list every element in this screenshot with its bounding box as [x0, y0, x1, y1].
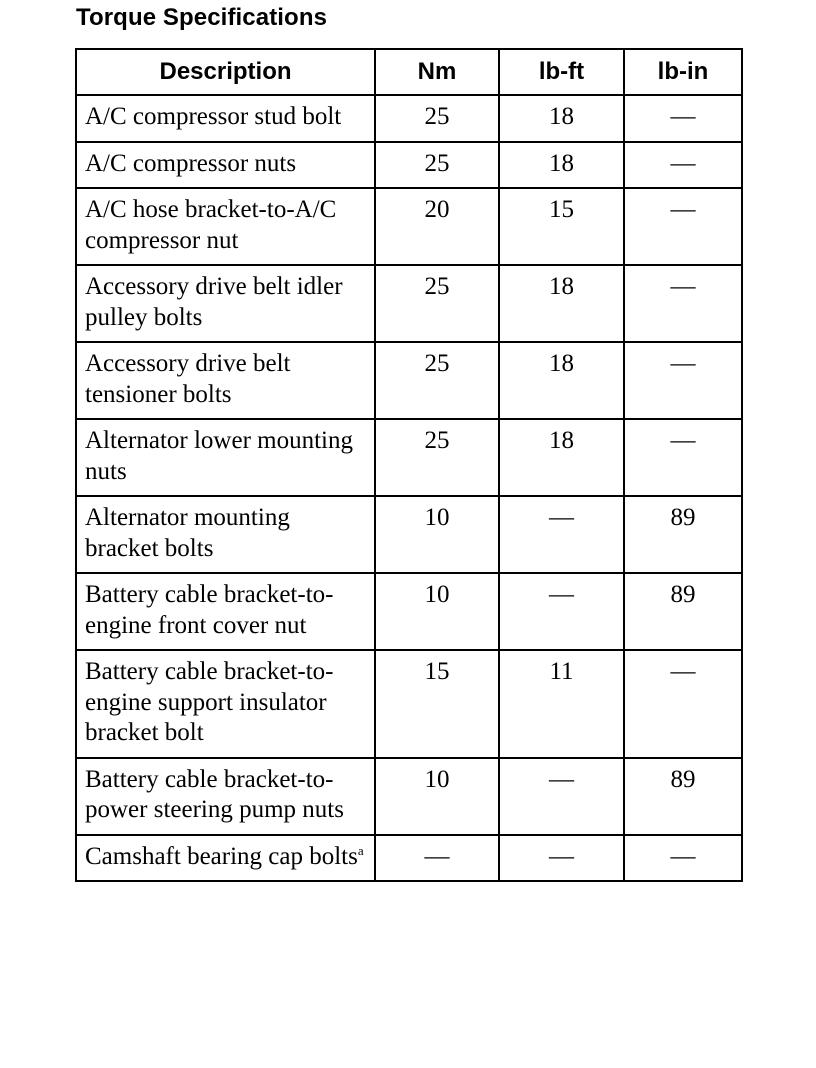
cell-nm: 20	[375, 188, 499, 265]
table-body	[76, 95, 742, 881]
cell-lb-ft: 11	[499, 650, 624, 758]
cell-lb-in: 89	[624, 758, 742, 835]
cell-description	[76, 188, 375, 265]
cell-lb-ft: 18	[499, 342, 624, 419]
cell-nm: 10	[375, 758, 499, 835]
table-row	[76, 142, 742, 189]
cell-nm: 10	[375, 573, 499, 650]
cell-nm: 25	[375, 95, 499, 142]
cell-nm: 25	[375, 265, 499, 342]
cell-description	[76, 95, 375, 142]
cell-lb-in: 89	[624, 573, 742, 650]
cell-description	[76, 573, 375, 650]
column-header-lb-in: lb-in	[624, 49, 742, 95]
cell-description	[76, 758, 375, 835]
description-text: Accessory drive belt idler pulley bolts	[85, 273, 343, 331]
cell-lb-in: —	[624, 419, 742, 496]
description-text: Accessory drive belt tensioner bolts	[85, 350, 291, 408]
page-title: Torque Specifications	[76, 4, 328, 31]
description-text: Battery cable bracket-to-engine front cover nut	[85, 581, 334, 639]
cell-lb-ft: —	[499, 573, 624, 650]
cell-lb-ft: —	[499, 758, 624, 835]
cell-lb-ft: 15	[499, 188, 624, 265]
cell-lb-ft: —	[499, 496, 624, 573]
cell-lb-ft: 18	[499, 142, 624, 189]
cell-lb-in: —	[624, 650, 742, 758]
cell-lb-in: —	[624, 265, 742, 342]
description-text: Battery cable bracket-to-engine support insulator bracket bolt	[85, 658, 334, 746]
cell-lb-in: —	[624, 188, 742, 265]
cell-description	[76, 650, 375, 758]
description-text: Battery cable bracket-to-power steering pump nuts	[85, 765, 344, 823]
table-row	[76, 573, 742, 650]
table-row	[76, 650, 742, 758]
description-text: Camshaft bearing cap bolts	[85, 842, 358, 870]
cell-lb-ft: —	[499, 835, 624, 882]
description-text: Alternator mounting bracket bolts	[85, 504, 290, 562]
cell-lb-in: 89	[624, 496, 742, 573]
cell-lb-in: —	[624, 95, 742, 142]
table-row	[76, 342, 742, 419]
cell-lb-ft: 18	[499, 419, 624, 496]
cell-nm: 25	[375, 419, 499, 496]
table-row	[76, 188, 742, 265]
column-header-nm: Nm	[375, 49, 499, 95]
column-header-lb-ft: lb-ft	[499, 49, 624, 95]
cell-nm: —	[375, 835, 499, 882]
cell-description	[76, 265, 375, 342]
cell-nm: 10	[375, 496, 499, 573]
cell-nm: 25	[375, 142, 499, 189]
table-header-row	[76, 49, 742, 95]
table-row	[76, 758, 742, 835]
table-row	[76, 835, 742, 882]
cell-lb-in: —	[624, 835, 742, 882]
cell-nm: 25	[375, 342, 499, 419]
table-row	[76, 265, 742, 342]
table-row	[76, 95, 742, 142]
cell-description	[76, 496, 375, 573]
description-text: A/C hose bracket-to-A/C compressor nut	[85, 196, 337, 254]
cell-description	[76, 419, 375, 496]
description-text: A/C compressor stud bolt	[85, 103, 342, 130]
cell-description	[76, 835, 375, 882]
torque-spec-table	[75, 48, 743, 882]
description-text: A/C compressor nuts	[85, 149, 297, 177]
table-row	[76, 419, 742, 496]
table-row	[76, 496, 742, 573]
cell-lb-in: —	[624, 342, 742, 419]
cell-nm: 15	[375, 650, 499, 758]
cell-lb-ft: 18	[499, 95, 624, 142]
description-text: Alternator lower mounting nuts	[85, 427, 353, 485]
cell-lb-ft: 18	[499, 265, 624, 342]
cell-description	[76, 142, 375, 189]
cell-lb-in: —	[624, 142, 742, 189]
cell-description	[76, 342, 375, 419]
column-header-description: Description	[76, 49, 375, 95]
footnote-marker: a	[357, 842, 364, 858]
